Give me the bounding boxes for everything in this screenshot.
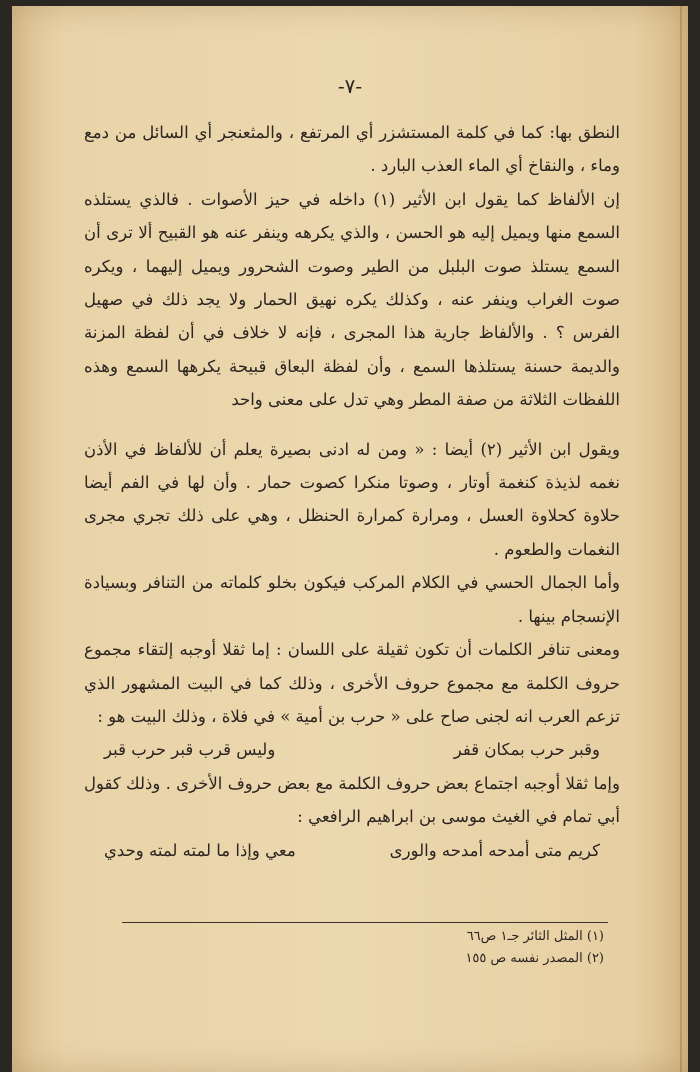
paragraph-4: وأما الجمال الحسي في الكلام المركب فيكون بخلو كلماته من التنافر وبسيادة الإنسجام بينها . (84, 573, 620, 626)
paragraph-3: ويقول ابن الأثير (٢) أيضا : « ومن له ادنى بصيرة يعلم أن للألفاظ في الأذن نغمه لذيذة كنغمة أوتار ، وصوتا منكرا كصوت حمار . وأن لها في الفم أيضا حلاوة كحلاوة العسل ، ومرارة كمرارة الحنظل ، وهي على ذلك تجري مجرى النغمات والطعوم . (84, 439, 620, 559)
footnote-1: (١) المثل الثائر جـ١ ص٦٦ (466, 929, 604, 944)
footnote-2: (٢) المصدر نفسه ص ١٥٥ (465, 951, 604, 966)
verse-1-second-hemistich: وليس قرب قبر حرب قبر (104, 740, 276, 760)
paragraph-1: النطق بها: كما في كلمة المستشزر أي المرتفع ، والمثعنجر أي السائل من دمع وماء ، والنقاخ أي الماء العذب البارد . (84, 123, 620, 176)
paragraph-6: وإما ثقلا أوجبه اجتماع بعض حروف الكلمة مع بعض حروف الأخرى . وذلك كقول أبي تمام في الغيث موسى بن ابراهيم الرافعي : (84, 773, 620, 827)
verse-2-second-hemistich: معي وإذا ما لمته لمته وحدي (104, 840, 296, 860)
footnote-divider (122, 922, 608, 923)
verse-2-first-hemistich: كريم متى أمدحه أمدحه والورى (389, 840, 600, 860)
page-body (84, 116, 620, 867)
paragraph-5: ومعنى تنافر الكلمات أن تكون ثقيلة على اللسان : إما ثقلا أوجبه إلتقاء مجموع حروف الكلمة مع مجموع حروف الأخرى ، وذلك كما في البيت المشهور الذي تزعم العرب انه لجنى صاح على « حرب بن أمية » في فلاة ، وذلك البيت هو : (84, 640, 620, 726)
footnotes (122, 926, 608, 970)
page-number: -٧- (337, 74, 363, 98)
page-edge (680, 6, 682, 1072)
paragraph-2: إن الألفاظ كما يقول ابن الأثير (١) داخله في حيز الأصوات . فالذي يستلذه السمع منها ويميل إليه هو الحسن ، والذي يكرهه وينفر عنه هو القبيح ألا ترى أن السمع يستلذ صوت البلبل من الطير وصوت الشحرور ويميل إليهما ، ويكره صوت الغراب وينفر عنه ، وكذلك يكره نهيق الحمار ولا يجد ذلك في صهيل الفرس ؟ . والألفاظ جارية هذا المجرى ، فإنه لا خلاف في أن لفظة المزنة والديمة حسنة يستلذها السمع ، وأن لفظة البعاق قبيحة يكرهها السمع وهذه اللفظات الثلاثة من صفة المطر وهي تدل على معنى واحد (84, 189, 620, 410)
book-page (12, 6, 688, 1072)
verse-1-first-hemistich: وقبر حرب بمكان قفر (453, 740, 600, 760)
verse-1 (84, 733, 620, 766)
verse-2 (84, 834, 620, 867)
